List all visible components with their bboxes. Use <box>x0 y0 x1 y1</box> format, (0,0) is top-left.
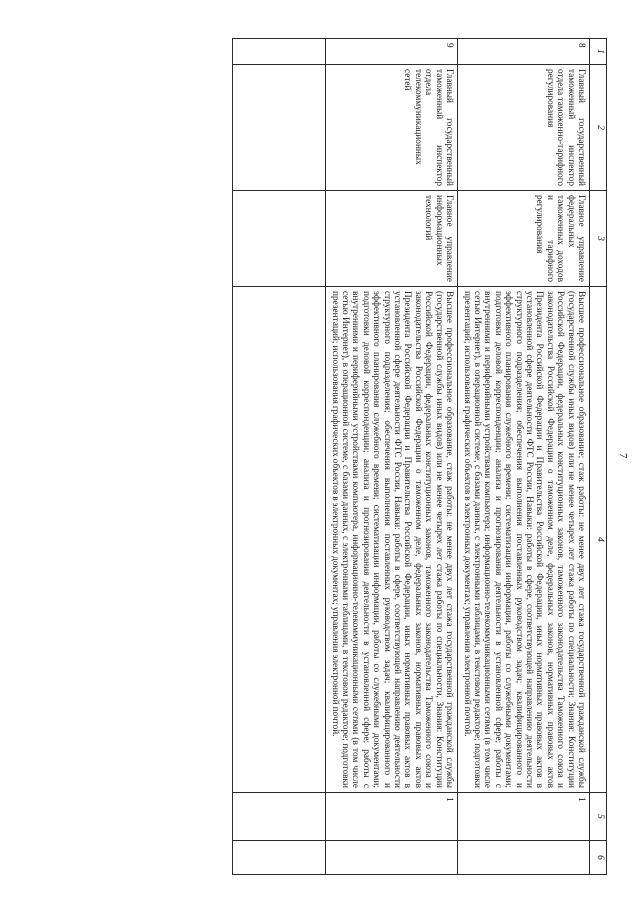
row-count: 1 <box>458 793 590 841</box>
column-number-3: 3 <box>590 191 607 287</box>
row-unit: Главное управление федеральных таможенных доходов и тарифного регулирования <box>458 191 590 287</box>
row-number: 9 <box>326 39 458 65</box>
row-position: Главный государственный таможенный инспектор отдела телекоммуникационных сетей <box>326 65 458 191</box>
row-extra <box>326 841 458 875</box>
page-number: 7 <box>617 453 629 459</box>
row-extra <box>458 841 590 875</box>
empty-cell-unit <box>233 191 326 287</box>
column-number-5: 5 <box>590 793 607 841</box>
column-number-1: 1 <box>590 39 607 65</box>
row-position: Главный государственный таможенный инспектор отдела таможенно-тарифного регулирования <box>458 65 590 191</box>
row-number: 8 <box>458 39 590 65</box>
table-row-empty <box>233 39 326 875</box>
column-number-6: 6 <box>590 841 607 875</box>
document-sheet <box>29 38 629 874</box>
empty-cell-requirements <box>233 287 326 793</box>
column-number-2: 2 <box>590 65 607 191</box>
table-row <box>458 39 590 875</box>
empty-cell-position <box>233 65 326 191</box>
row-count: 1 <box>326 793 458 841</box>
table-row <box>326 39 458 875</box>
row-requirements: Высшее профессиональное образование; стаж работы: не менее двух лет стажа государственной гражданской службы (государственной службы иных видов) или не менее четырех лет стажа работы по специальности; Знания: Конституции Российской Федерации, федеральных конституционных законов, таможенного законодательства Таможенного союза и законодательства Российской Федерации о таможенном деле, федеральных законов, нормативных правовых актов Президента Российской Федерации и Правительства Российской Федерации, иных нормативных правовых актов в установленной сфере деятельности ФТС России, Навыки: работы в сфере, соответствующей направлению деятельности структурного подразделения; обеспечения выполнения поставленных руководством задач; квалифицированного и эффективного планирования служебного времени; систематизации информации, работы со служебными документами; подготовки деловой корреспонденции; анализа и прогнозирования деятельности в установленной сфере; работы с внутренними и периферийными устройствами компьютера; информационно-телекоммуникационными сетями (в том числе сетью Интернет), в операционной системе, с базами данных, с электронными таблицами, в текстовом редакторе; подготовки презентаций; использования графических объектов в электронных документах; управления электронной почтой. <box>458 287 590 793</box>
row-unit: Главное управление информационных технологий <box>326 191 458 287</box>
empty-cell-extra <box>233 841 326 875</box>
row-requirements: Высшее профессиональное образование, стаж работы: не менее двух лет стажа государственной гражданской службы (государственной службы иных видов) или не менее четырех лет стажа работы по специальности, Знания: Конституции Российской Федерации, федеральных конституционных законов, таможенного законодательства Таможенного союза и законодательства Российской Федерации о таможенном деле, федеральных законов, нормативных правовых актов Президента Российской Федерации и Правительства Российской Федерации, иных нормативных правовых актов в установленной сфере деятельности ФТС России, Навыки: работы в сфере, соответствующей направлению деятельности структурного подразделения; обеспечения выполнения поставленных руководством задач; квалифицированного и эффективного планирования служебного времени; систематизации информации, работы со служебными документами; подготовки деловой корреспонденции; анализа и прогнозирования деятельности в установленной сфере; работы с внутренними и периферийными устройствами компьютера, информационно-телекоммуникационными сетями (в том числе сетью Интернет), в операционной системе, с базами данных, с электронными таблицами, в текстовом редакторе; подготовки презентаций; использования графических объектов в электронных документах; управления электронной почтой. <box>326 287 458 793</box>
empty-cell-count <box>233 793 326 841</box>
column-number-row <box>590 39 607 875</box>
column-number-4: 4 <box>590 287 607 793</box>
empty-cell-number <box>233 39 326 65</box>
requirements-table <box>232 38 607 875</box>
